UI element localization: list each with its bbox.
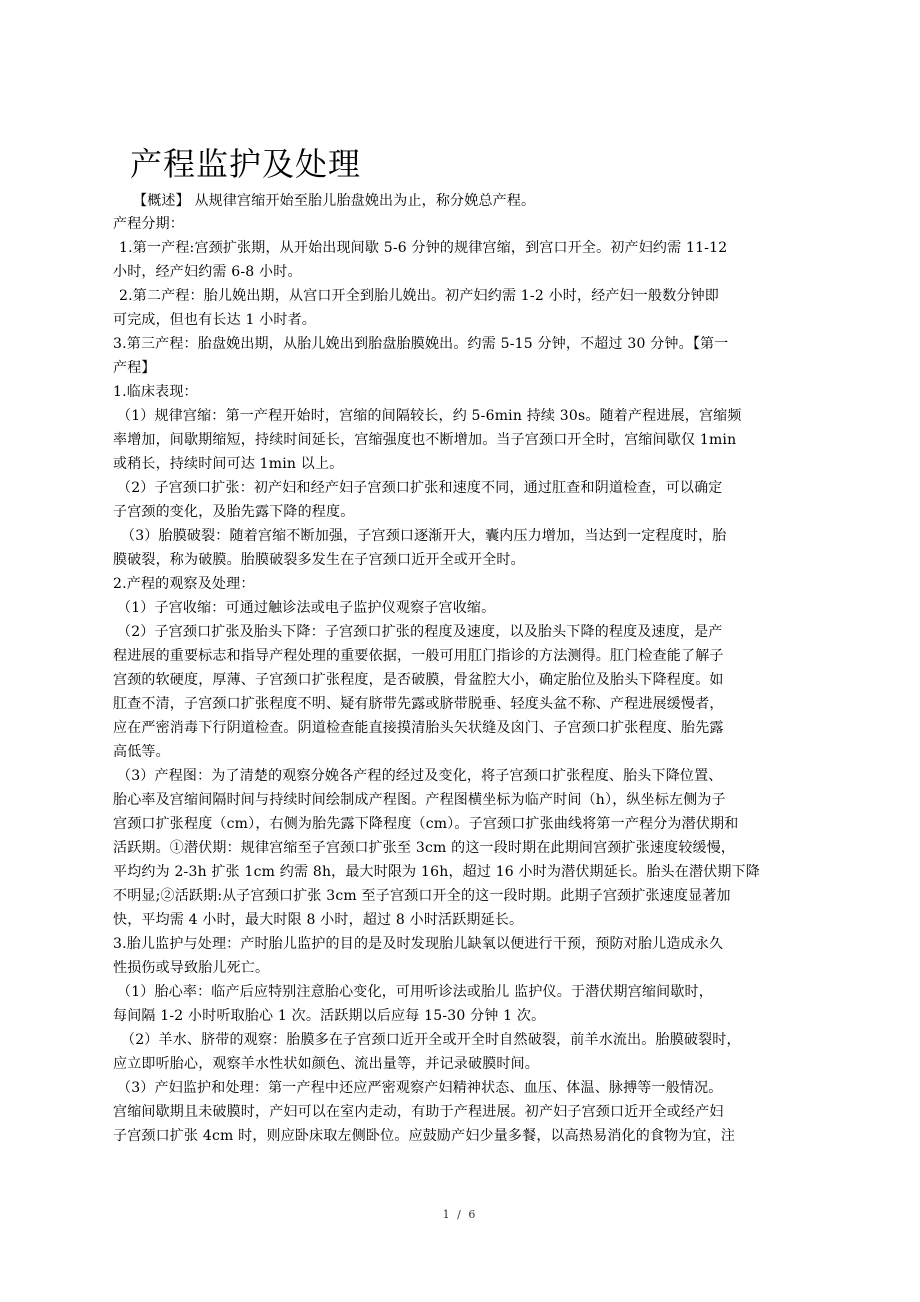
text-line: 高低等。 xyxy=(113,744,170,760)
text-line: （3）产程图：为了清楚的观察分娩各产程的经过及变化，将子宫颈口扩张程度、胎头下降位置、 xyxy=(117,768,723,784)
text-line: 胎心率及宫缩间隔时间与持续时间绘制成产程图。产程图横坐标为临产时间（h），纵坐标左侧为子 xyxy=(113,792,726,808)
text-line: 宫颈的软硬度，厚薄、子宫颈口扩张程度，是否破膜，骨盆腔大小，确定胎位及胎头下降程度。如 xyxy=(113,672,724,688)
text-line: （1）子宫收缩：可通过触诊法或电子监护仪观察子宫收缩。 xyxy=(117,600,496,616)
text-line: 应立即听胎心，观察羊水性状如颜色、流出量等，并记录破膜时间。 xyxy=(113,1056,539,1072)
text-line: 或稍长，持续时间可达 1min 以上。 xyxy=(113,456,344,472)
text-line: 2.第二产程：胎儿娩出期，从宫口开全到胎儿娩出。初产妇约需 1-2 小时，经产妇一般数分钟即 xyxy=(119,288,720,304)
document-title: 产程监护及处理 xyxy=(130,145,362,183)
text-line: 产程】 xyxy=(113,360,156,376)
text-line: 【概述】 从规律宫缩开始至胎儿胎盘娩出为止，称分娩总产程。 xyxy=(133,193,536,209)
text-line: 肛查不清，子宫颈口扩张程度不明、疑有脐带先露或脐带脱垂、轻度头盆不称、产程进展缓慢者， xyxy=(113,696,724,712)
text-line: 活跃期。①潜伏期：规律宫缩至子宫颈口扩张至 3cm 的这一段时期在此期间宫颈扩张速度较缓慢， xyxy=(113,840,736,856)
text-line: 膜破裂，称为破膜。胎膜破裂多发生在子宫颈口近开全或开全时。 xyxy=(113,552,525,568)
text-line: 1.临床表现： xyxy=(113,384,198,400)
text-line: （2）子宫颈口扩张及胎头下降：子宫颈口扩张的程度及速度，以及胎头下降的程度及速度，是产 xyxy=(117,624,723,640)
text-line: 每间隔 1-2 小时听取胎心 1 次。活跃期以后应每 15-30 分钟 1 次。 xyxy=(113,1008,546,1024)
text-line: （2）子宫颈口扩张：初产妇和经产妇子宫颈口扩张和速度不同，通过肛查和阴道检查，可以确定 xyxy=(117,480,723,496)
text-line: 宫缩间歇期且未破膜时，产妇可以在室内走动，有助于产程进展。初产妇子宫颈口近开全或经产妇 xyxy=(113,1104,724,1120)
text-line: 快，平均需 4 小时，最大时限 8 小时，超过 8 小时活跃期延长。 xyxy=(113,912,524,928)
text-line: 平均约为 2-3h 扩张 1cm 约需 8h，最大时限为 16h，超过 16 小时为潜伏期延长。胎头在潜伏期下降 xyxy=(113,864,760,880)
text-line: 不明显;②活跃期:从子宫颈口扩张 3cm 至子宫颈口开全的这一段时期。此期子宫颈扩张速度显著加 xyxy=(113,888,731,904)
text-line: 率增加，间歇期缩短，持续时间延长，宫缩强度也不断增加。当子宫颈口开全时，宫缩间歇仅 1min xyxy=(113,432,737,448)
text-line: 3.第三产程：胎盘娩出期，从胎儿娩出到胎盘胎膜娩出。约需 5-15 分钟，不超过 30 分钟。【第一 xyxy=(113,336,729,352)
text-line: 2.产程的观察及处理： xyxy=(113,576,255,592)
text-line: 3.胎儿监护与处理：产时胎儿监护的目的是及时发现胎儿缺氧以便进行干预，预防对胎儿造成永久 xyxy=(113,936,724,952)
text-line: 性损伤或导致胎儿死亡。 xyxy=(113,960,270,976)
text-line: （3）产妇监护和处理：第一产程中还应严密观察产妇精神状态、血压、体温、脉搏等一般情况。 xyxy=(117,1080,723,1096)
text-line: 小时，经产妇约需 6-8 小时。 xyxy=(113,264,302,280)
text-line: 应在严密消毒下行阴道检查。阴道检查能直接摸清胎头矢状缝及囟门、子宫颈口扩张程度、胎先露 xyxy=(113,720,724,736)
text-line: （3）胎膜破裂：随着宫缩不断加强，子宫颈口逐渐开大，囊内压力增加，当达到一定程度时，胎 xyxy=(121,528,727,544)
text-line: 1.第一产程:宫颈扩张期，从开始出现间歇 5-6 分钟的规律宫缩，到宫口开全。初产妇约需 11-12 xyxy=(119,240,728,256)
page-number: 1 / 6 xyxy=(442,1208,478,1221)
text-line: 子宫颈的变化，及胎先露下降的程度。 xyxy=(113,504,355,520)
text-line: （2）羊水、脐带的观察：胎膜多在子宫颈口近开全或开全时自然破裂，前羊水流出。胎膜破裂时， xyxy=(121,1032,741,1048)
text-line: 子宫颈口扩张 4cm 时，则应卧床取左侧卧位。应鼓励产妇少量多餐，以高热易消化的食物为宜，注 xyxy=(113,1128,736,1144)
text-line: （1）规律宫缩：第一产程开始时，宫缩的间隔较长，约 5-6min 持续 30s。随着产程进展，宫缩频 xyxy=(117,408,742,424)
text-line: 产程分期： xyxy=(113,216,184,232)
text-line: 程进展的重要标志和指导产程处理的重要依据，一般可用肛门指诊的方法测得。肛门检查能了解子 xyxy=(113,648,724,664)
text-line: （1）胎心率：临产后应特别注意胎心变化，可用听诊法或胎儿 监护仪。于潜伏期宫缩间歇时， xyxy=(117,984,713,1000)
text-line: 可完成，但也有长达 1 小时者。 xyxy=(113,312,317,328)
text-line: 宫颈口扩张程度（cm），右侧为胎先露下降程度（cm）。子宫颈口扩张曲线将第一产程分为潜伏期和 xyxy=(113,816,739,832)
